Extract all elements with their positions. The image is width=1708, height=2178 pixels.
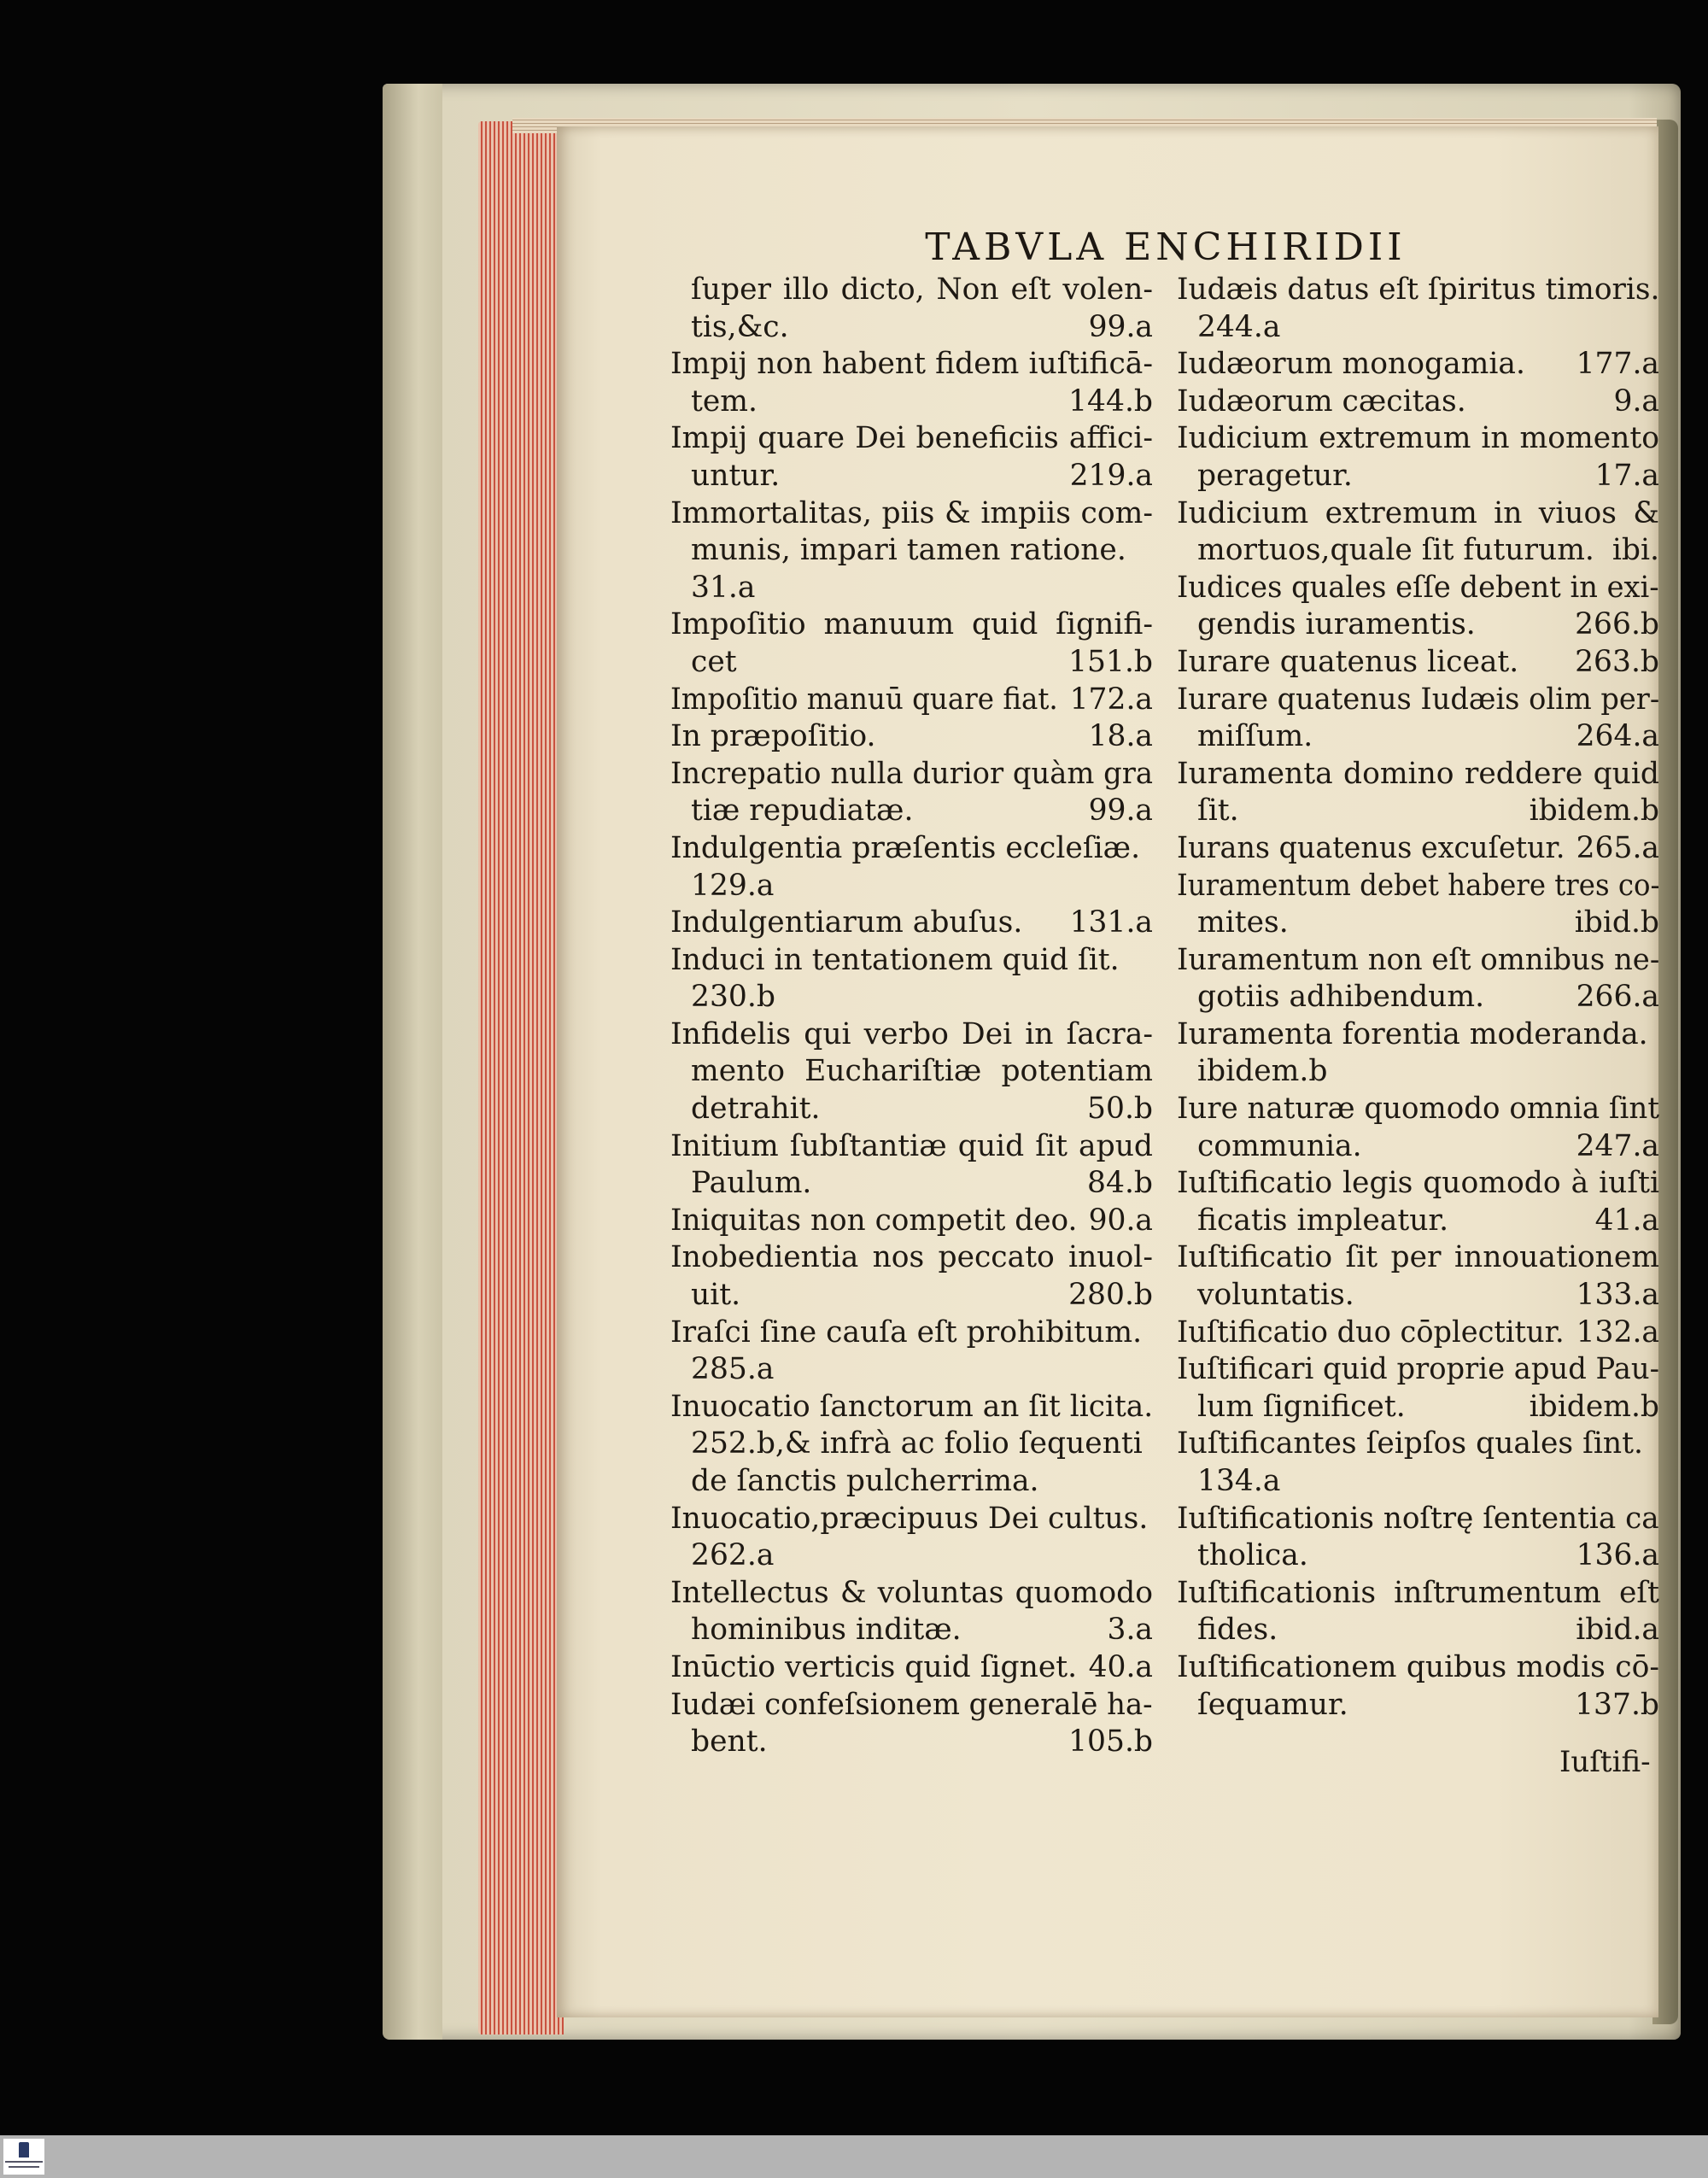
index-line — [1177, 570, 1659, 607]
index-line — [670, 346, 1153, 383]
index-entry-text: Iudicium extremum in momento — [1177, 421, 1659, 456]
index-line — [670, 495, 1153, 533]
index-page-reference: ibi. — [1611, 533, 1659, 568]
index-entry-text: 262.a — [691, 1538, 775, 1573]
index-entry-text: 129.a — [691, 868, 775, 903]
index-entry-text: Infidelis qui verbo Dei in ſacra- — [670, 1016, 1153, 1051]
index-entry-text: Impoſitio manuum quid ſignifi- — [670, 607, 1153, 642]
index-page-reference: 151.b — [1068, 644, 1153, 679]
index-line — [1177, 1128, 1659, 1166]
catchword: Iuſtifi- — [1559, 1745, 1651, 1779]
index-entry-text: Inūctio verticis quid ſignet. — [670, 1649, 1078, 1684]
cover-spine — [383, 84, 442, 2040]
index-entry-text: Iuramentum debet habere tres co- — [1177, 868, 1660, 903]
index-line — [670, 1687, 1153, 1724]
index-line — [1177, 942, 1659, 980]
index-line — [670, 1389, 1153, 1426]
index-line — [1177, 272, 1659, 309]
index-entry-text: Iudicium extremum in viuos & — [1177, 495, 1659, 530]
index-line — [1177, 1575, 1659, 1613]
index-entry-text: Inuocatio ſanctorum an ſit licita. — [670, 1389, 1154, 1424]
index-entry-text: communia. — [1197, 1128, 1362, 1163]
index-page-reference: 219.a — [1069, 458, 1153, 493]
index-line — [1177, 793, 1659, 830]
index-entry-text: 31.a — [691, 570, 756, 605]
index-entry-text: Iure naturæ quomodo omnia ſint — [1177, 1092, 1660, 1127]
index-entry-text: ficatis impleatur. — [1197, 1203, 1449, 1238]
index-entry-text: peragetur. — [1197, 458, 1353, 493]
index-entry-text: Iurare quatenus Iudæis olim per- — [1177, 682, 1660, 717]
index-entry-text: mortuos,quale ſit futurum. — [1197, 533, 1594, 568]
index-line — [670, 1314, 1153, 1352]
index-entry-text: Iuſtificatio legis quomodo à iuſti — [1177, 1166, 1659, 1201]
index-page-reference: 9.a — [1613, 383, 1659, 419]
index-entry-text: Iudæorum monogamia. — [1177, 347, 1525, 382]
index-entry-text: tis,&c. — [691, 309, 789, 344]
index-entry-text: Iuramenta domino reddere quid — [1177, 756, 1659, 791]
viewer-footer-bar — [0, 2135, 1708, 2178]
index-line — [1177, 868, 1659, 905]
index-entry-text: ſit. — [1197, 793, 1239, 828]
index-entry-text: gendis iuramentis. — [1197, 607, 1476, 642]
index-line — [1177, 830, 1659, 868]
index-line — [1177, 495, 1659, 533]
index-entry-text: Iuſtificationem quibus modis cō- — [1177, 1649, 1659, 1684]
index-entry-text: Immortalitas, piis & impiis com- — [670, 495, 1153, 530]
index-line — [670, 532, 1153, 570]
index-entry-text: cet — [691, 644, 737, 679]
index-page-reference: 41.a — [1594, 1203, 1659, 1238]
index-line — [670, 1426, 1153, 1463]
index-line — [1177, 718, 1659, 756]
index-line — [1177, 756, 1659, 793]
index-line — [1177, 1501, 1659, 1538]
index-line — [670, 979, 1153, 1016]
index-line — [670, 1165, 1153, 1203]
index-line — [670, 718, 1153, 756]
index-line — [1177, 1277, 1659, 1314]
index-entry-text: Induci in tentationem quid ſit. — [670, 942, 1120, 977]
index-entry-text: Iudæorum cæcitas. — [1177, 383, 1466, 419]
index-entry-text: gotiis adhibendum. — [1197, 980, 1485, 1015]
index-page-reference: 247.a — [1576, 1128, 1659, 1163]
index-column-left — [670, 272, 1153, 1761]
index-page-reference: 40.a — [1088, 1649, 1153, 1684]
index-entry-text: Iuſtificationis inſtrumentum eſt — [1177, 1575, 1659, 1610]
index-line — [670, 756, 1153, 793]
index-line — [670, 309, 1153, 347]
index-entry-text: 230.b — [691, 980, 775, 1015]
index-entry-text: ſequamur. — [1197, 1687, 1348, 1722]
index-entry-text: Intellectus & voluntas quomodo — [670, 1575, 1153, 1610]
index-line — [670, 1351, 1153, 1389]
index-entry-text: de ſanctis pulcherrima. — [691, 1464, 1039, 1498]
index-line — [1177, 346, 1659, 383]
index-line — [1177, 383, 1659, 421]
index-entry-text: Impij non habent fidem iuſtificā- — [670, 347, 1153, 382]
index-line — [1177, 979, 1659, 1016]
index-entry-text: voluntatis. — [1197, 1278, 1354, 1313]
index-page-reference: 133.a — [1576, 1278, 1659, 1313]
index-entry-text: Iniquitas non competit deo. — [670, 1203, 1078, 1238]
index-entry-text: uit. — [691, 1278, 741, 1313]
index-page-reference: 144.b — [1068, 383, 1153, 419]
index-line — [1177, 1687, 1659, 1724]
index-line — [670, 793, 1153, 830]
index-line — [1177, 1612, 1659, 1649]
index-line — [670, 1091, 1153, 1128]
index-line — [1177, 532, 1659, 570]
index-page-reference: 265.a — [1576, 830, 1659, 865]
index-line — [670, 1053, 1153, 1091]
index-page-reference: 136.a — [1576, 1538, 1659, 1573]
index-line — [1177, 420, 1659, 458]
index-entry-text: Inuocatio,præcipuus Dei cultus. — [670, 1501, 1149, 1536]
index-line — [670, 1575, 1153, 1613]
index-entry-text: Iudæis datus eſt ſpiritus timoris. — [1177, 272, 1660, 307]
index-line — [1177, 1649, 1659, 1687]
index-line — [670, 868, 1153, 905]
index-line — [670, 1277, 1153, 1314]
running-head: TABVLA ENCHIRIDII — [925, 225, 1407, 269]
index-line — [670, 1612, 1153, 1649]
index-entry-text: Iurans quatenus excuſetur. — [1177, 830, 1565, 865]
index-line — [670, 1724, 1153, 1761]
index-entry-text: Iuſtificatio duo cōplectitur. — [1177, 1314, 1565, 1350]
index-entry-text: hominibus inditæ. — [691, 1613, 962, 1648]
index-page-reference: 105.b — [1068, 1724, 1153, 1759]
index-page-reference: 264.a — [1576, 719, 1659, 754]
index-entry-text: tiæ repudiatæ. — [691, 793, 914, 828]
index-entry-text: mento Euchariſtiæ potentiam — [691, 1054, 1153, 1089]
index-page-reference: 99.a — [1088, 793, 1153, 828]
index-entry-text: Initium ſubſtantiæ quid ſit apud — [670, 1128, 1153, 1163]
index-line — [670, 905, 1153, 942]
index-entry-text: tem. — [691, 383, 757, 419]
library-logo-icon — [3, 2139, 44, 2175]
index-entry-text: 285.a — [691, 1352, 775, 1387]
index-entry-text: Iuramentum non eſt omnibus ne- — [1177, 942, 1660, 977]
index-line — [670, 644, 1153, 682]
index-page-reference: 17.a — [1594, 458, 1659, 493]
index-line — [670, 1537, 1153, 1575]
index-page-reference: ibid.a — [1576, 1613, 1659, 1648]
index-entry-text: ſuper illo dicto, Non eſt volen- — [691, 272, 1153, 307]
index-line — [670, 1203, 1153, 1240]
index-entry-text: bent. — [691, 1724, 768, 1759]
index-entry-text: 252.b,& infrà ac folio ſequenti — [691, 1426, 1143, 1461]
index-page-reference: 3.a — [1107, 1613, 1153, 1648]
index-entry-text: miſſum. — [1197, 719, 1313, 754]
index-page-reference: 177.a — [1576, 347, 1659, 382]
index-page-reference: 50.b — [1087, 1092, 1153, 1127]
index-entry-text: lum ſignificet. — [1197, 1389, 1406, 1424]
index-entry-text: Inobedientia nos peccato inuol- — [670, 1240, 1153, 1275]
index-entry-text: mites. — [1197, 905, 1289, 940]
index-line — [670, 383, 1153, 421]
index-line — [670, 1016, 1153, 1054]
index-line — [1177, 905, 1659, 942]
index-entry-text: ibidem.b — [1197, 1054, 1328, 1089]
index-page-reference: ibid.b — [1574, 905, 1659, 940]
index-entry-text: Indulgentia præſentis eccleſiæ. — [670, 830, 1141, 865]
index-line — [1177, 1165, 1659, 1203]
index-line — [1177, 1203, 1659, 1240]
index-entry-text: Iuſtificari quid proprie apud Pau- — [1177, 1352, 1659, 1387]
index-line — [670, 272, 1153, 309]
index-page-reference: 90.a — [1088, 1203, 1153, 1238]
red-page-edges — [478, 121, 564, 2035]
index-line — [1177, 458, 1659, 495]
index-page-reference: 18.a — [1088, 719, 1153, 754]
index-page-reference: 266.b — [1575, 607, 1659, 642]
index-line — [670, 1128, 1153, 1166]
index-line — [670, 1239, 1153, 1277]
index-line — [670, 606, 1153, 644]
index-page-reference: 137.b — [1575, 1687, 1659, 1722]
index-entry-text: Impoſitio manuū quare fiat. — [670, 682, 1058, 717]
index-page-reference: 263.b — [1575, 644, 1659, 679]
index-line — [1177, 1389, 1659, 1426]
index-line — [1177, 1537, 1659, 1575]
index-entry-text: detrahit. — [691, 1092, 821, 1127]
index-entry-text: Indulgentiarum abuſus. — [670, 905, 1023, 940]
index-line — [670, 942, 1153, 980]
index-line — [1177, 1053, 1659, 1091]
index-entry-text: Iraſci ſine cauſa eſt prohibitum. — [670, 1314, 1143, 1350]
index-page-reference: 84.b — [1087, 1166, 1153, 1201]
index-line — [1177, 644, 1659, 682]
index-entry-text: Iuramenta forentia moderanda. — [1177, 1016, 1648, 1051]
index-page-reference: ibidem.b — [1529, 1389, 1659, 1424]
index-line — [670, 830, 1153, 868]
index-line — [1177, 1463, 1659, 1501]
index-line — [1177, 1426, 1659, 1463]
index-entry-text: 244.a — [1197, 309, 1281, 344]
index-page-reference: 266.a — [1576, 980, 1659, 1015]
index-entry-text: munis, impari tamen ratione. — [691, 533, 1126, 568]
index-line — [670, 458, 1153, 495]
index-line — [670, 682, 1153, 719]
index-line — [1177, 1091, 1659, 1128]
index-line — [670, 570, 1153, 607]
index-entry-text: fides. — [1197, 1613, 1278, 1648]
index-entry-text: Iudices quales eſſe debent in exi- — [1177, 570, 1659, 605]
index-entry-text: Iuſtificantes ſeipſos quales ſint. — [1177, 1426, 1643, 1461]
index-entry-text: tholica. — [1197, 1538, 1308, 1573]
index-page-reference: 131.a — [1069, 905, 1153, 940]
index-entry-text: Impij quare Dei beneficiis affici- — [670, 421, 1153, 456]
index-entry-text: Iuſtificationis noſtrę ſententia ca — [1177, 1501, 1659, 1536]
index-entry-text: Iurare quatenus liceat. — [1177, 644, 1519, 679]
index-entry-text: untur. — [691, 458, 781, 493]
index-page-reference: 172.a — [1069, 682, 1153, 717]
index-page-reference: 132.a — [1576, 1314, 1659, 1350]
index-line — [1177, 309, 1659, 347]
index-line — [670, 1649, 1153, 1687]
index-line — [1177, 1016, 1659, 1054]
index-line — [1177, 1351, 1659, 1389]
index-entry-text: Increpatio nulla durior quàm gra — [670, 756, 1154, 791]
index-line — [1177, 682, 1659, 719]
index-line — [1177, 1239, 1659, 1277]
index-entry-text: Iudæi confeſsionem generalē ha- — [670, 1687, 1153, 1722]
index-line — [670, 1501, 1153, 1538]
index-line — [1177, 606, 1659, 644]
index-entry-text: 134.a — [1197, 1464, 1281, 1498]
index-page-reference: 280.b — [1068, 1278, 1153, 1313]
index-entry-text: Paulum. — [691, 1166, 812, 1201]
index-entry-text: In præpoſitio. — [670, 719, 876, 754]
index-page-reference: ibidem.b — [1529, 793, 1659, 828]
index-entry-text: Iuſtificatio ſit per innouationem — [1177, 1240, 1659, 1275]
index-line — [670, 1463, 1153, 1501]
index-line — [1177, 1314, 1659, 1352]
index-column-right — [1177, 272, 1659, 1724]
index-page-reference: 99.a — [1088, 309, 1153, 344]
index-line — [670, 420, 1153, 458]
